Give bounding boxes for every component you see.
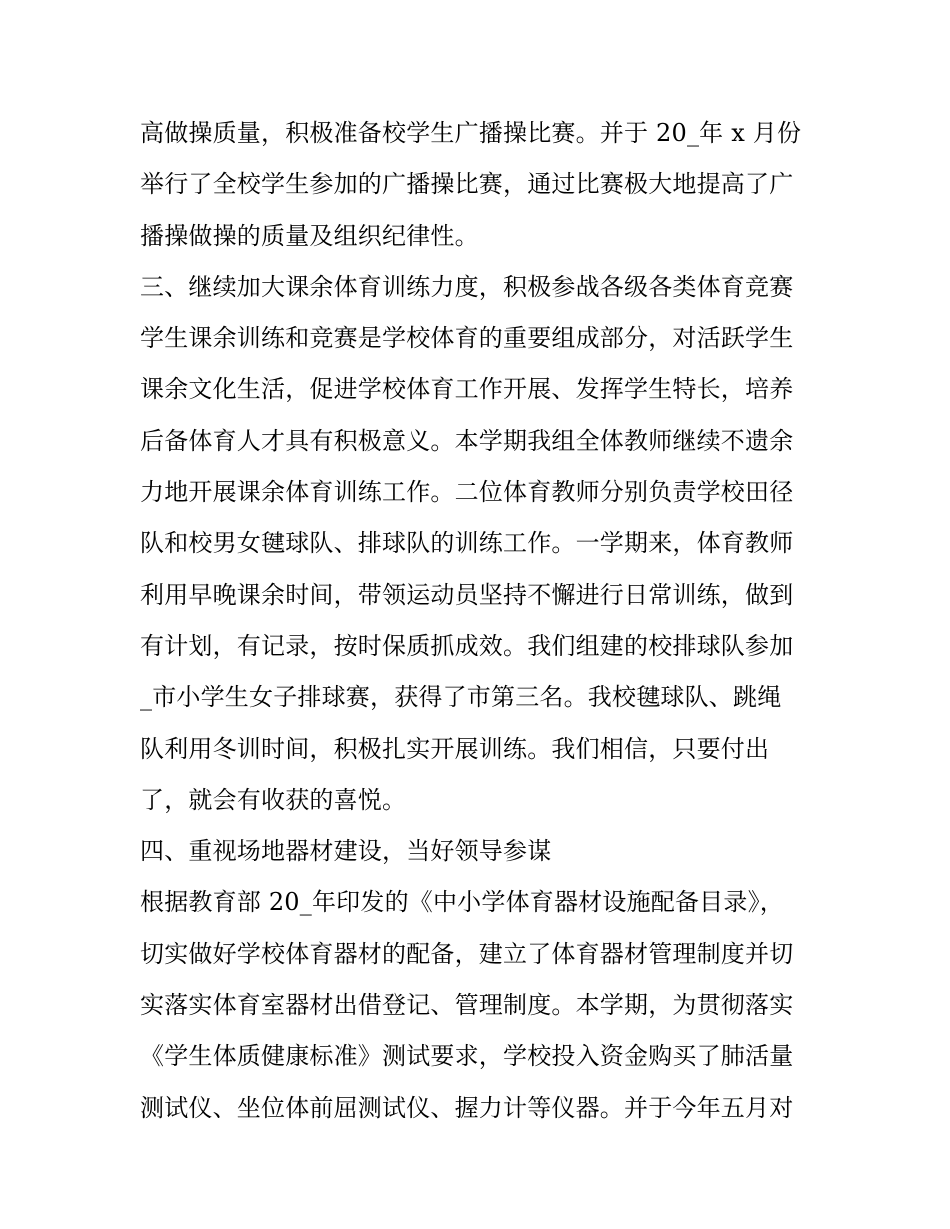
text-line-3: 播操做操的质量及组织纪律性。 [140,221,479,250]
text-line-17: 切实做好学校体育器材的配备，建立了体育器材管理制度并切 [140,939,794,968]
text-line-2: 举行了全校学生参加的广播操比赛，通过比赛极大地提高了广 [140,170,794,199]
document-body [140,108,820,1134]
section-heading-4: 四、重视场地器材建设，当好领导参谋 [140,837,552,866]
text-line-10: 利用早晚课余时间，带领运动员坚持不懈进行日常训练，做到 [140,580,794,609]
text-line-7: 后备体育人才具有积极意义。本学期我组全体教师继续不遗余 [140,426,794,455]
text-line-9: 队和校男女毽球队、排球队的训练工作。一学期来，体育教师 [140,529,794,558]
text-line-11: 有计划，有记录，按时保质抓成效。我们组建的校排球队参加 [140,631,794,660]
text-line-16: 根据教育部 20_年印发的《中小学体育器材设施配备目录》， [140,888,784,917]
section-heading-3: 三、继续加大课余体育训练力度，积极参战各级各类体育竞赛 [140,272,794,301]
text-line-14: 了，就会有收获的喜悦。 [140,785,407,814]
text-line-19: 《学生体质健康标准》测试要求，学校投入资金购买了肺活量 [140,1042,794,1071]
text-line-20: 测试仪、坐位体前屈测试仪、握力计等仪器。并于今年五月对 [140,1093,794,1122]
text-line-18: 实落实体育室器材出借登记、管理制度。本学期，为贯彻落实 [140,991,794,1020]
text-line-6: 课余文化生活，促进学校体育工作开展、发挥学生特长，培养 [140,375,794,404]
text-line-12: _市小学生女子排球赛，获得了市第三名。我校毽球队、跳绳 [140,683,782,712]
text-line-13: 队利用冬训时间，积极扎实开展训练。我们相信，只要付出 [140,734,770,763]
text-line-1: 高做操质量，积极准备校学生广播操比赛。并于 20_年 x 月份 [140,119,802,147]
text-line-5: 学生课余训练和竞赛是学校体育的重要组成部分，对活跃学生 [140,324,794,353]
text-line-8: 力地开展课余体育训练工作。二位体育教师分别负责学校田径 [140,478,794,507]
